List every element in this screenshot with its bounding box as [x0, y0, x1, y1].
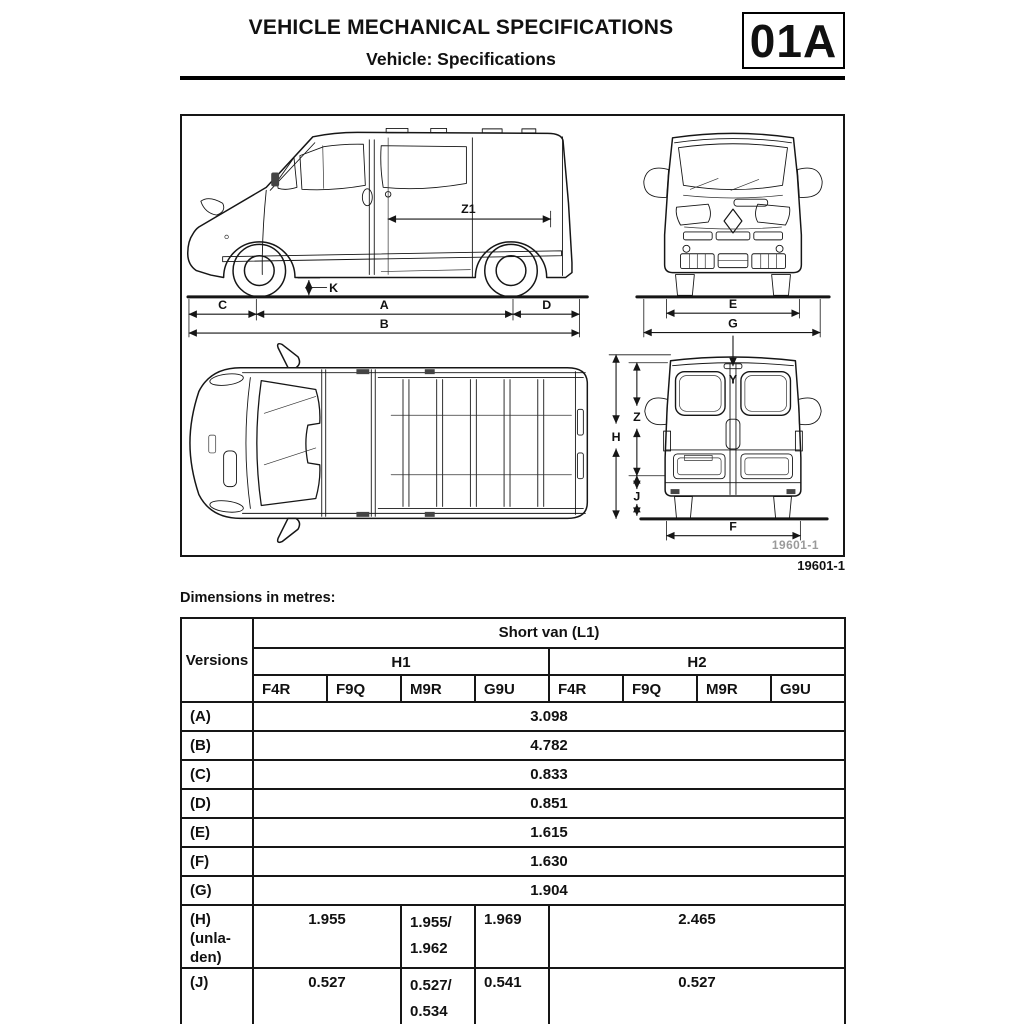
table-row: [181, 876, 845, 905]
engine-column-header: F9Q: [623, 675, 697, 702]
engine-column-header: M9R: [401, 675, 475, 702]
value-cell: 0.527/ 0.534: [401, 968, 475, 1024]
side-view: [188, 128, 588, 337]
dimensions-table: [180, 617, 846, 1024]
dim-label-a: A: [379, 298, 389, 313]
table-row: [181, 905, 845, 968]
table-caption: Dimensions in metres:: [180, 590, 336, 606]
row-label: (G): [181, 876, 253, 905]
page-subtitle: Vehicle: Specifications: [366, 49, 556, 69]
table-row: [181, 818, 845, 847]
value-cell: 1.955: [253, 905, 401, 968]
header-titles: [180, 10, 742, 70]
section-code-box: [742, 12, 845, 69]
page-title: VEHICLE MECHANICAL SPECIFICATIONS: [248, 16, 674, 39]
figure-watermark: 19601-1: [771, 538, 819, 553]
value-cell: 1.615: [253, 818, 845, 847]
value-cell: 2.465: [549, 905, 845, 968]
value-cell: 1.955/ 1.962: [401, 905, 475, 968]
vehicle-diagram-frame: [180, 114, 845, 557]
dim-label-c: C: [218, 298, 228, 313]
dim-label-b: B: [379, 317, 389, 332]
table-row: [181, 731, 845, 760]
row-label: (J): [181, 968, 253, 1024]
dim-label-h: H: [611, 430, 621, 445]
table-row: [181, 847, 845, 876]
row-label: (D): [181, 789, 253, 818]
vehicle-diagram: [182, 116, 843, 555]
table-row: [181, 760, 845, 789]
value-cell: 1.630: [253, 847, 845, 876]
engine-column-header: F9Q: [327, 675, 401, 702]
dim-label-j: J: [633, 489, 641, 504]
top-view: [190, 344, 587, 543]
dim-label-e: E: [728, 297, 738, 312]
versions-header: Versions: [181, 618, 253, 702]
row-label: (C): [181, 760, 253, 789]
dim-label-d: D: [542, 298, 552, 313]
figure-number: 19601-1: [797, 558, 845, 573]
height-group-header-H2: H2: [549, 648, 845, 675]
dim-label-g: G: [728, 316, 738, 331]
dim-label-z: Z: [633, 410, 641, 425]
engine-column-header: F4R: [253, 675, 327, 702]
group-header: Short van (L1): [253, 618, 845, 648]
value-cell: 4.782: [253, 731, 845, 760]
engine-column-header: G9U: [475, 675, 549, 702]
table-row: [181, 702, 845, 731]
row-label: (E): [181, 818, 253, 847]
engine-column-header: F4R: [549, 675, 623, 702]
dim-label-f: F: [729, 519, 737, 534]
table-row: [181, 789, 845, 818]
row-label: (B): [181, 731, 253, 760]
value-cell: 0.851: [253, 789, 845, 818]
engine-column-header: G9U: [771, 675, 845, 702]
value-cell: 0.527: [549, 968, 845, 1024]
value-cell: 0.833: [253, 760, 845, 789]
value-cell: 3.098: [253, 702, 845, 731]
value-cell: 1.969: [475, 905, 549, 968]
front-view: [637, 133, 829, 337]
dim-label-z1: Z1: [461, 202, 476, 217]
table-row: [181, 968, 845, 1024]
row-label: (F): [181, 847, 253, 876]
value-cell: 1.904: [253, 876, 845, 905]
page-header: [180, 10, 845, 70]
value-cell: 0.541: [475, 968, 549, 1024]
section-code: 01A: [749, 14, 838, 67]
dim-label-y: Y: [728, 372, 738, 387]
value-cell: 0.527: [253, 968, 401, 1024]
engine-column-header: M9R: [697, 675, 771, 702]
dim-label-k: K: [329, 280, 339, 295]
row-label: (A): [181, 702, 253, 731]
rear-view: [609, 336, 827, 552]
height-group-header-H1: H1: [253, 648, 549, 675]
row-label: (H) (unla- den): [181, 905, 253, 968]
header-rule: [180, 76, 845, 80]
